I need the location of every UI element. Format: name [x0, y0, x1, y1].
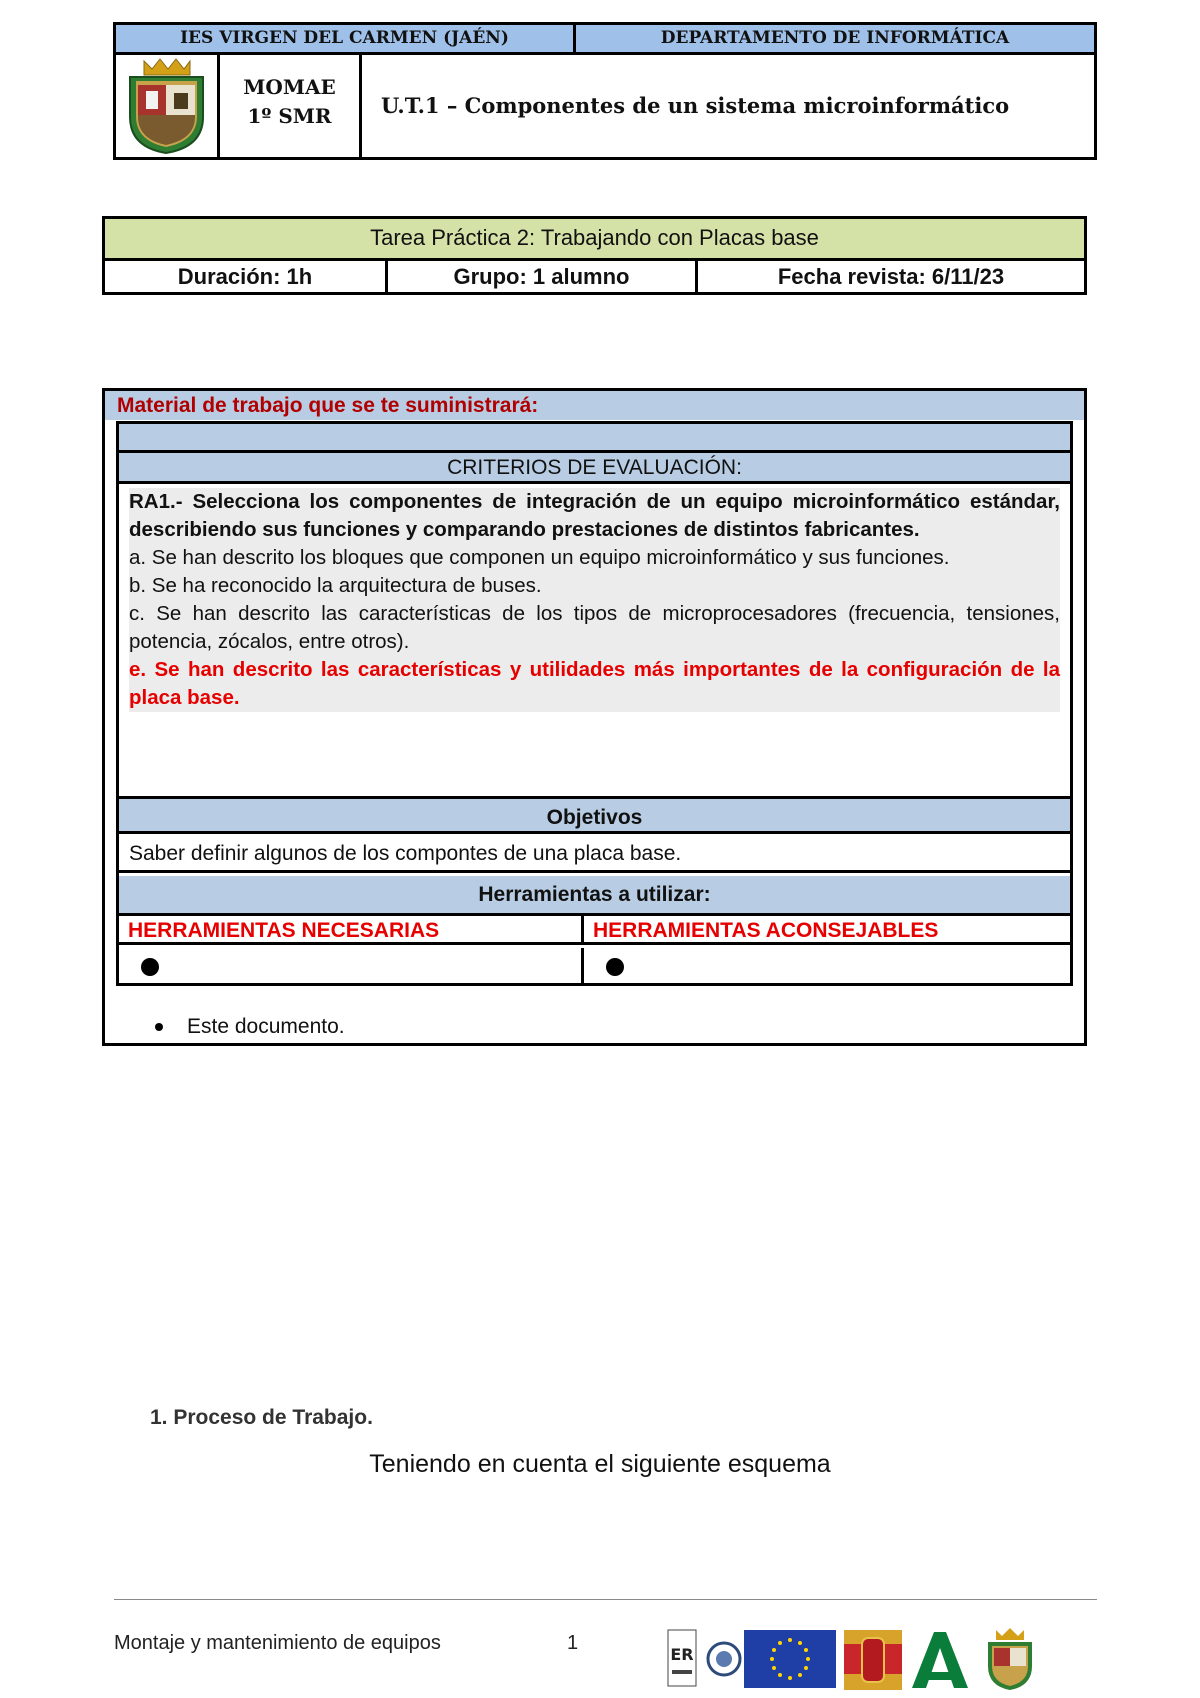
module-name: MOMAE: [243, 75, 336, 99]
process-intro: Teniendo en cuenta el siguiente esquema: [369, 1450, 831, 1478]
task-group: Grupo: 1 alumno: [388, 261, 698, 292]
course-name: 1º SMR: [247, 104, 332, 128]
bullet-icon: [606, 958, 624, 976]
footer-text: Montaje y mantenimiento de equipos: [114, 1632, 441, 1654]
unit-title: U.T.1 – Componentes de un sistema microinformático: [381, 93, 1010, 118]
task-title: Tarea Práctica 2: Trabajando con Placas base: [105, 219, 1084, 261]
school-crest-icon: [116, 55, 220, 157]
criterion-a: a. Se han descrito los bloques que componen un equipo microinformático y sus funciones.: [129, 546, 950, 569]
department-name: DEPARTAMENTO DE INFORMÁTICA: [660, 28, 1010, 48]
criteria-body: [119, 484, 1070, 796]
junta-andalucia-logo: [908, 1626, 970, 1692]
objectives-text: Saber definir algunos de los compontes de una placa base.: [119, 834, 1070, 873]
spain-coat-of-arms-logo: [842, 1626, 904, 1692]
school-name: IES VIRGEN DEL CARMEN (JAÉN): [116, 25, 576, 52]
document-item-text: Este documento.: [187, 1015, 345, 1038]
document-header: [113, 22, 1097, 160]
tools-required-cell: [119, 948, 584, 986]
ra1-text: RA1.- Selecciona los componentes de integración de un equipo microinformático estándar, describiendo sus funciones y comparando prestaciones de distintos fabricantes.: [129, 490, 1060, 541]
module-cell: [220, 55, 362, 157]
er-certification-logo: [662, 1626, 702, 1692]
svg-text:ER: ER: [670, 1645, 694, 1664]
header-top-row: [116, 25, 1094, 55]
material-heading: Material de trabajo que se te suministrará:: [105, 391, 1084, 420]
footer-divider: [114, 1599, 1097, 1600]
material-box: [102, 388, 1087, 1046]
document-list-item: [155, 1014, 345, 1040]
tools-heading: Herramientas a utilizar:: [119, 876, 1070, 916]
criterion-c: c. Se han descrito las características de los tipos de microprocesadores (frecuencia, tensiones, potencia, zócalos, entre otros).: [129, 602, 1060, 653]
page-number: 1: [567, 1632, 579, 1654]
iqnet-logo: [704, 1626, 744, 1692]
criterion-b: b. Se ha reconocido la arquitectura de buses.: [129, 574, 542, 597]
eu-flag-logo: [744, 1626, 836, 1692]
criterion-e: e. Se han descrito las características y utilidades más importantes de la configuración de la placa base.: [129, 658, 1060, 709]
objectives-heading: Objetivos: [119, 796, 1070, 834]
criteria-table: [116, 421, 1073, 986]
criteria-heading: CRITERIOS DE EVALUACIÓN:: [119, 453, 1070, 484]
bullet-icon: [155, 1023, 163, 1031]
task-duration: Duración: 1h: [105, 261, 388, 292]
process-heading: 1. Proceso de Trabajo.: [150, 1406, 373, 1429]
task-table: [102, 216, 1087, 295]
bullet-icon: [141, 958, 159, 976]
empty-band: [119, 424, 1070, 453]
task-review-date: Fecha revista: 6/11/23: [777, 264, 1005, 289]
tools-advised-heading: HERRAMIENTAS ACONSEJABLES: [584, 916, 1070, 945]
tools-advised-cell: [584, 948, 1070, 986]
school-crest-logo: [982, 1626, 1038, 1692]
tools-required-heading: HERRAMIENTAS NECESARIAS: [119, 916, 584, 945]
